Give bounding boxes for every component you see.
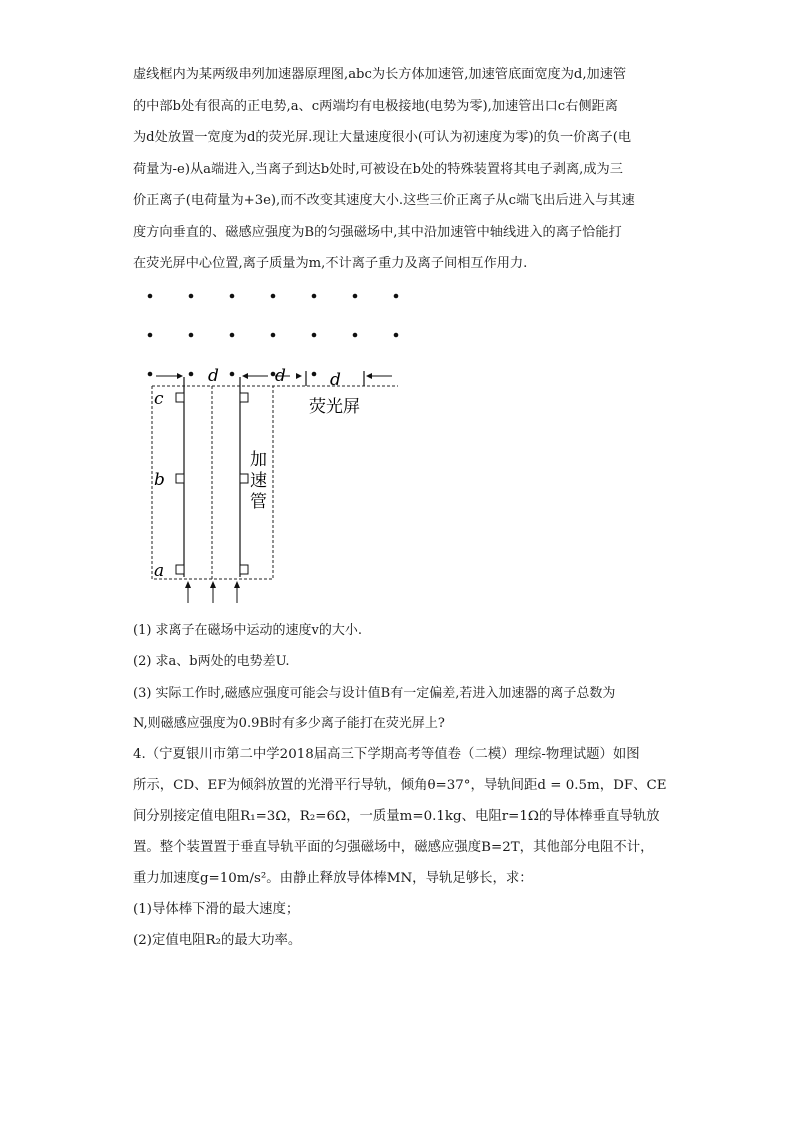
field-dot bbox=[148, 294, 153, 299]
electrode-c-left bbox=[176, 393, 184, 402]
arrowhead bbox=[210, 581, 216, 588]
accelerator-figure bbox=[0, 285, 794, 605]
field-dot bbox=[230, 294, 235, 299]
arrowhead bbox=[234, 581, 240, 588]
problem3-stem bbox=[133, 59, 673, 280]
problem4-line: 置。整个装置置于垂直导轨平面的匀强磁场中，磁感应强度B=2T，其他部分电阻不计， bbox=[133, 840, 654, 855]
label-a: a bbox=[154, 561, 165, 581]
problem4-line: (1)导体棒下滑的最大速度； bbox=[133, 902, 300, 917]
field-dot bbox=[230, 333, 235, 338]
problem4-line: 重力加速度g=10m/s²。由静止释放导体棒MN，导轨足够长，求： bbox=[133, 871, 533, 886]
stem-line: 价正离子(电荷量为+3e),而不改变其速度大小.这些三价正离子从c端飞出后进入与其速 bbox=[133, 193, 635, 208]
question-3-cont: N,则磁感应强度为0.9B时有多少离子能打在荧光屏上? bbox=[133, 716, 445, 731]
question-1: (1) 求离子在磁场中运动的速度v的大小. bbox=[133, 623, 363, 638]
field-dot bbox=[148, 333, 153, 338]
arrowhead bbox=[296, 373, 302, 379]
field-dot bbox=[312, 333, 317, 338]
field-dot bbox=[312, 294, 317, 299]
problem4-line: 4.（宁夏银川市第二中学2018届高三下学期高考等值卷（二模）理综-物理试题）如图 bbox=[133, 747, 640, 762]
arrowhead bbox=[366, 373, 372, 379]
field-dot bbox=[353, 333, 358, 338]
field-dot bbox=[189, 294, 194, 299]
field-dot bbox=[189, 333, 194, 338]
field-dot bbox=[189, 372, 194, 377]
field-dot bbox=[230, 372, 235, 377]
problem4-line: 所示，CD、EF为倾斜放置的光滑平行导轨，倾角θ=37°，导轨间距d = 0.5m，DF、CE bbox=[133, 778, 667, 793]
question-3: (3) 实际工作时,磁感应强度可能会与设计值B有一定偏差,若进入加速器的离子总数为 bbox=[133, 686, 616, 701]
electrode-b-left bbox=[176, 474, 184, 483]
problem4 bbox=[133, 739, 673, 956]
field-dot bbox=[394, 333, 399, 338]
stem-line: 度方向垂直的、磁感应强度为B的匀强磁场中,其中沿加速管中轴线进入的离子恰能打 bbox=[133, 224, 622, 240]
label-d-tube: d bbox=[208, 366, 219, 386]
magnetic-field-dots bbox=[148, 294, 399, 377]
label-c: c bbox=[154, 389, 164, 409]
electrode-a-left bbox=[176, 565, 184, 574]
label-tube-char: 速 bbox=[250, 471, 267, 491]
arrowhead bbox=[242, 373, 248, 379]
label-tube-char: 管 bbox=[250, 492, 267, 512]
label-screen: 荧光屏 bbox=[309, 397, 360, 417]
stem-line: 为d处放置一宽度为d的荧光屏.现让大量速度很小(可认为初速度为零)的负一价离子(电 bbox=[133, 130, 632, 145]
field-dot bbox=[394, 294, 399, 299]
label-d-screen: d bbox=[330, 370, 341, 390]
electrode-b-right bbox=[240, 474, 248, 483]
problem4-line: 间分别接定值电阻R₁=3Ω，R₂=6Ω，一质量m=0.1kg、电阻r=1Ω的导体棒垂直导轨放 bbox=[133, 809, 660, 824]
label-d-gap: d bbox=[275, 366, 286, 386]
stem-line: 虚线框内为某两级串列加速器原理图,abc为长方体加速管,加速管底面宽度为d,加速管 bbox=[133, 67, 627, 82]
electrode-c-right bbox=[240, 393, 248, 402]
arrowhead bbox=[177, 373, 183, 379]
field-dot bbox=[271, 333, 276, 338]
label-b: b bbox=[154, 470, 165, 490]
stem-line: 荷量为-e)从a端进入,当离子到达b处时,可被设在b处的特殊装置将其电子剥离,成为三 bbox=[133, 161, 623, 177]
field-dot bbox=[271, 294, 276, 299]
field-dot bbox=[148, 372, 153, 377]
electrode-a-right bbox=[240, 565, 248, 574]
problem4-line: (2)定值电阻R₂的最大功率。 bbox=[133, 933, 302, 948]
field-dot bbox=[353, 294, 358, 299]
label-tube-char: 加 bbox=[250, 450, 267, 470]
question-2: (2) 求a、b两处的电势差U. bbox=[133, 654, 290, 669]
arrowhead bbox=[185, 581, 191, 588]
stem-line: 在荧光屏中心位置,离子质量为m,不计离子重力及离子间相互作用力. bbox=[133, 256, 528, 271]
stem-line: 的中部b处有很高的正电势,a、c两端均有电极接地(电势为零),加速管出口c右侧距离 bbox=[133, 98, 618, 114]
field-dot bbox=[312, 372, 317, 377]
